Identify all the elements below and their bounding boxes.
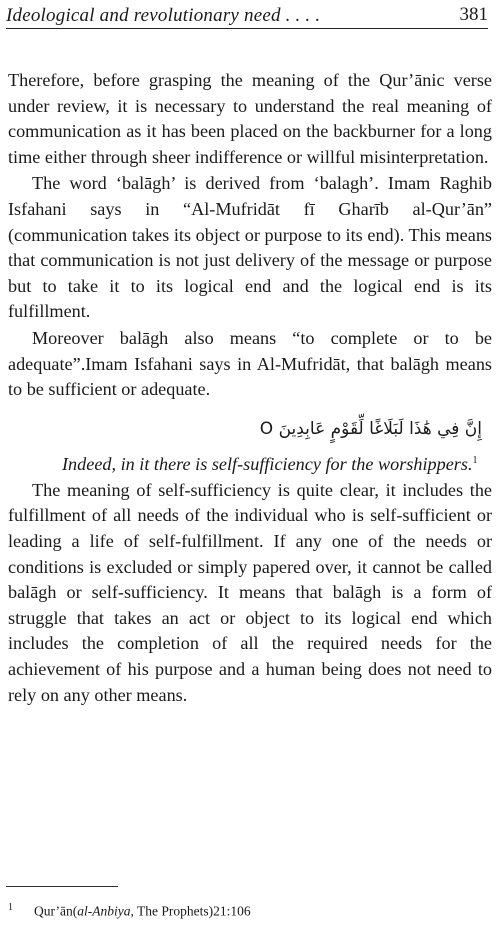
footnote-marker: 1 bbox=[8, 902, 13, 913]
footnote bbox=[8, 902, 251, 920]
paragraph-balagh-derivation: The word ‘balāgh’ is derived from ‘balagh’. Imam Raghib Isfahani says in “Al-Mufridāt fī Gharīb al-Qur’ān” (communication takes its object or purpose to its end). This means that communication is not just delivery of the message or purpose but to take it to its logical end and the logical end is its fulfillment. bbox=[8, 173, 492, 322]
body-text bbox=[8, 68, 492, 709]
verse-translation bbox=[8, 449, 492, 476]
footnote-divider bbox=[6, 886, 118, 887]
footnote-suffix: The Prophets)21:106 bbox=[133, 903, 251, 919]
paragraph-self-sufficiency: The meaning of self-sufficiency is quite clear, it includes the fulfillment of all needs of the individual who is self-sufficient or leading a life of self-fulfillment. If any one of the needs or conditions is excluded or simply papered over, it cannot be called balāgh or self-sufficiency. It means that balāgh is a form of struggle that takes an act or object to its logical end which includes the completion of all the required needs for the achievement of his purpose and a human being does not need to rely on any other means. bbox=[8, 479, 492, 705]
page-header bbox=[6, 2, 488, 29]
page-number: 381 bbox=[459, 4, 488, 25]
paragraph-communication-intro: Therefore, before grasping the meaning of the Qur’ānic verse under review, it is necessary to understand the real meaning of communication as it has been placed on the backburner for a long time either through sheer indifference or willful misinterpretation. bbox=[8, 70, 492, 167]
footnote-reference: 1 bbox=[472, 454, 478, 466]
footnote-prefix: Qur’ān( bbox=[34, 903, 78, 919]
footnote-surah-name: al-Anbiya, bbox=[77, 903, 134, 919]
paragraph-balagh-adequacy: Moreover balāgh also means “to complete or to be adequate”.Imam Isfahani says in Al-Mufridāt, that balāgh means to be sufficient or adequate. bbox=[8, 327, 492, 400]
translation-text: Indeed, in it there is self-sufficiency for the worshippers. bbox=[62, 453, 473, 474]
arabic-verse: إِنَّ فِي هَٰذَا لَبَلَاغًا لِّقَوْمٍ عَابِدِينَ O bbox=[259, 418, 482, 439]
running-title: Ideological and revolutionary need . . . . bbox=[6, 5, 321, 26]
